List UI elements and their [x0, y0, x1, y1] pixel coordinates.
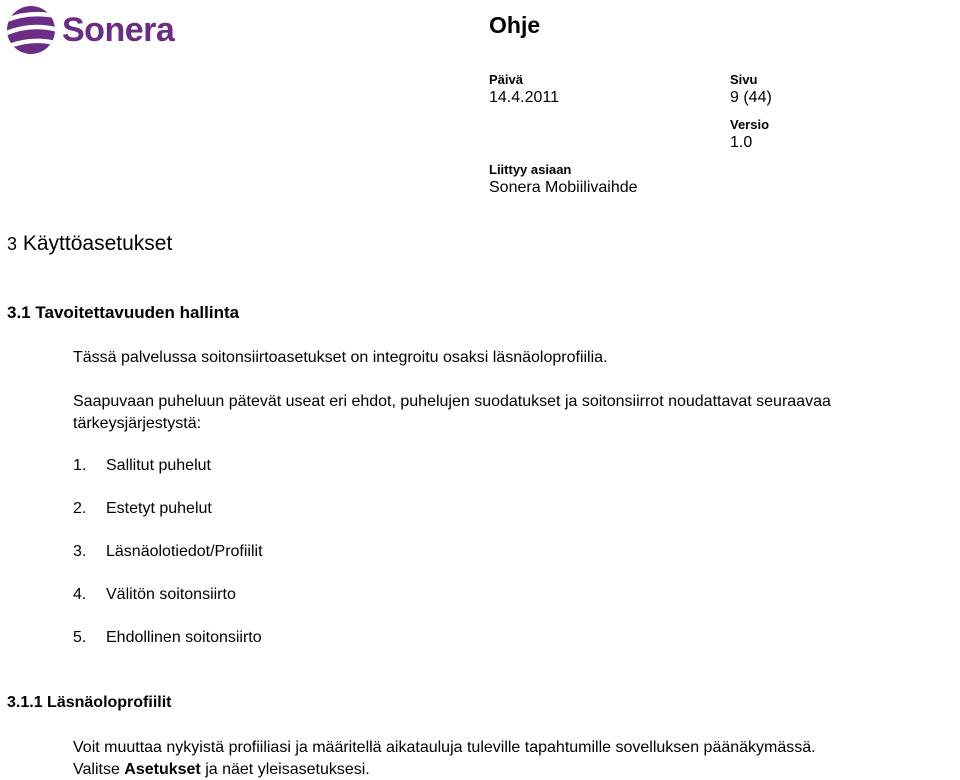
- chapter-title: Käyttöasetukset: [22, 232, 173, 255]
- page-value: 9 (44): [730, 89, 772, 106]
- sonera-logo: [4, 2, 204, 58]
- subsection-heading: [7, 694, 172, 712]
- settings-term: Asetukset: [124, 761, 201, 778]
- subsection-paragraph-line1: Voit muuttaa nykyistä profiiliasi ja määritellä aikatauluja tuleville tapahtumille sovelluksen päänäkymässä.: [73, 739, 816, 756]
- subsection-paragraph-line2: Valitse Asetukset ja näet yleisasetuksesi.: [73, 761, 370, 778]
- sonera-globe-icon: [4, 3, 58, 57]
- section-number: 3.1: [7, 303, 31, 322]
- priority-paragraph-line2: tärkeysjärjestystä:: [73, 415, 202, 432]
- date-value: 14.4.2011: [489, 89, 559, 106]
- priority-paragraph-line1: Saapuvaan puheluun pätevät useat eri ehdot, puhelujen suodatukset ja soitonsiirrot noudattavat seuraavaa: [73, 393, 831, 410]
- section-heading: [7, 303, 239, 323]
- chapter-number: 3: [7, 234, 18, 254]
- version-value: 1.0: [730, 134, 753, 151]
- date-label: Päivä: [489, 72, 523, 87]
- intro-paragraph: Tässä palvelussa soitonsiirtoasetukset on integroitu osaksi läsnäoloprofiilia.: [73, 349, 608, 366]
- chapter-heading: [7, 232, 172, 256]
- subsection-number: 3.1.1: [7, 694, 43, 711]
- sonera-wordmark: Sonera: [62, 11, 175, 49]
- document-type: Ohje: [489, 12, 541, 38]
- related-label: Liittyy asiaan: [489, 162, 572, 177]
- subsection-title: Läsnäoloprofiilit: [47, 694, 172, 711]
- version-label: Versio: [730, 117, 770, 132]
- related-value: Sonera Mobiilivaihde: [489, 179, 638, 196]
- section-title: Tavoitettavuuden hallinta: [35, 303, 240, 322]
- page-label: Sivu: [730, 72, 758, 87]
